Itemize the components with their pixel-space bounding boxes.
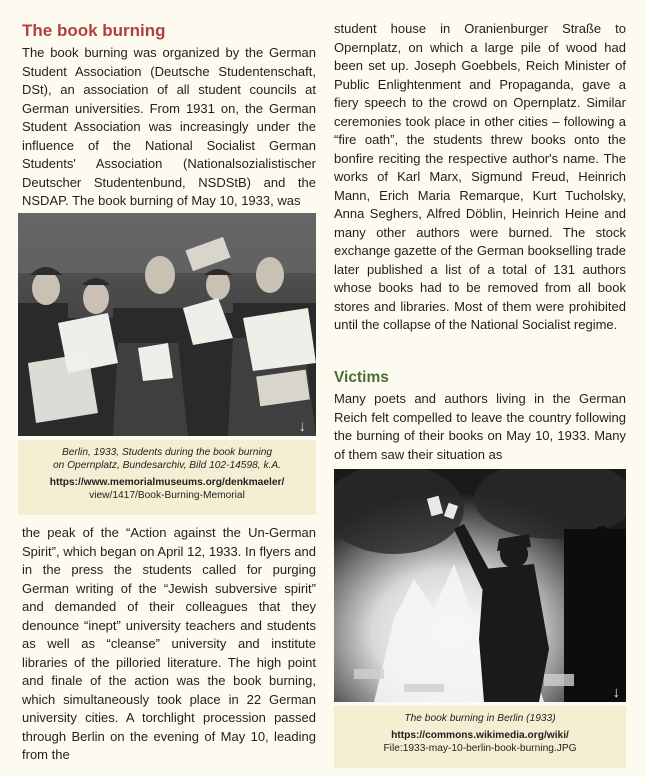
- right-column-top: [334, 20, 626, 335]
- caption-students-photo: [18, 440, 316, 515]
- down-arrow-icon: ↓: [612, 684, 620, 701]
- caption-bonfire-photo: [334, 706, 626, 768]
- caption-source-url[interactable]: [342, 729, 618, 755]
- caption-source-url[interactable]: [26, 476, 308, 502]
- paragraph-opernplatz: student house in Oranienburger Straße to Opernplatz, on which a large pile of wood had been set up. Joseph Goebbels, Reich Minister of Public Enlightenment and Propaganda, gave a fiery speech to the crowd on Opernplatz. Similar ceremonies took place in other cities – following a “fire oath”, the students threw books onto the bonfire reciting the respective author's name. The works of Karl Marx, Sigmund Freud, Heinrich Mann, Erich Maria Remarque, Kurt Tucholsky, Anna Seghers, Alfred Döblin, Heinrich Heine and many other authors were burned. The stock exchange gazette of the German bookselling trade later published a list of a total of 131 authors whose books had to be removed from all book stores and libraries. Most of them were prohibited until the collapse of the National Socialist regime.: [334, 21, 626, 332]
- source-url-line2[interactable]: File:1933-may-10-berlin-book-burning.JPG: [383, 743, 577, 754]
- paragraph-victims: Many poets and authors living in the German Reich felt compelled to leave the country following the burning of their books on May 10, 1933. Many of them saw their situation as: [334, 391, 626, 462]
- figure-bonfire-photo: [334, 469, 626, 702]
- paragraph-organization: The book burning was organized by the German Student Association (Deutsche Studentenschaft, DSt), an association of all student councils at German universities. From 1931 on, the German Student Association was increasingly under the influence of the National Socialist German Students' Association (Nationalsozialistischer Deutscher Studentenbund, NSDStB) and the NSDAP. The book burning of May 10, 1933, was: [22, 45, 316, 208]
- students-book-burning-photo: [18, 213, 316, 436]
- source-url-line1[interactable]: https://commons.wikimedia.org/wiki/: [391, 730, 569, 741]
- caption-text-line2: on Opernplatz, Bundesarchiv, Bild 102-14598, k.A.: [52, 460, 282, 471]
- left-column-bottom: [22, 524, 316, 765]
- students-photo-graphic: [18, 213, 316, 436]
- source-url-line2[interactable]: view/1417/Book-Burning-Memorial: [89, 490, 245, 501]
- figure-students-photo: [18, 213, 316, 436]
- down-arrow-icon: ↓: [298, 418, 306, 435]
- paragraph-action-against-spirit: the peak of the “Action against the Un-German Spirit”, which began on April 12, 1933. In flyers and in the press the students called for purging German writing of the “Jewish subversive spirit” and demanded of their colleagues that they denounce “inept” university teachers and students as well as “cleanse” university and institute libraries of the pilloried literature. The high point and finale of the action was the book burning, which simultaneously took place in 22 German university cities. A torchlight procession passed through Berlin on the evening of May 10, leading from the: [22, 525, 316, 762]
- book-burning-berlin-photo: [334, 469, 626, 702]
- section-heading-book-burning: The book burning: [22, 21, 166, 40]
- caption-text-line1: The book burning in Berlin (1933): [404, 713, 556, 724]
- left-column-top: [22, 20, 316, 211]
- caption-text-line1: Berlin, 1933, Students during the book burning: [61, 447, 273, 458]
- section-victims: [334, 368, 626, 464]
- source-url-line1[interactable]: https://www.memorialmuseums.org/denkmaeler/: [49, 477, 285, 488]
- bonfire-photo-graphic: [334, 469, 626, 702]
- section-heading-victims: Victims: [334, 369, 389, 386]
